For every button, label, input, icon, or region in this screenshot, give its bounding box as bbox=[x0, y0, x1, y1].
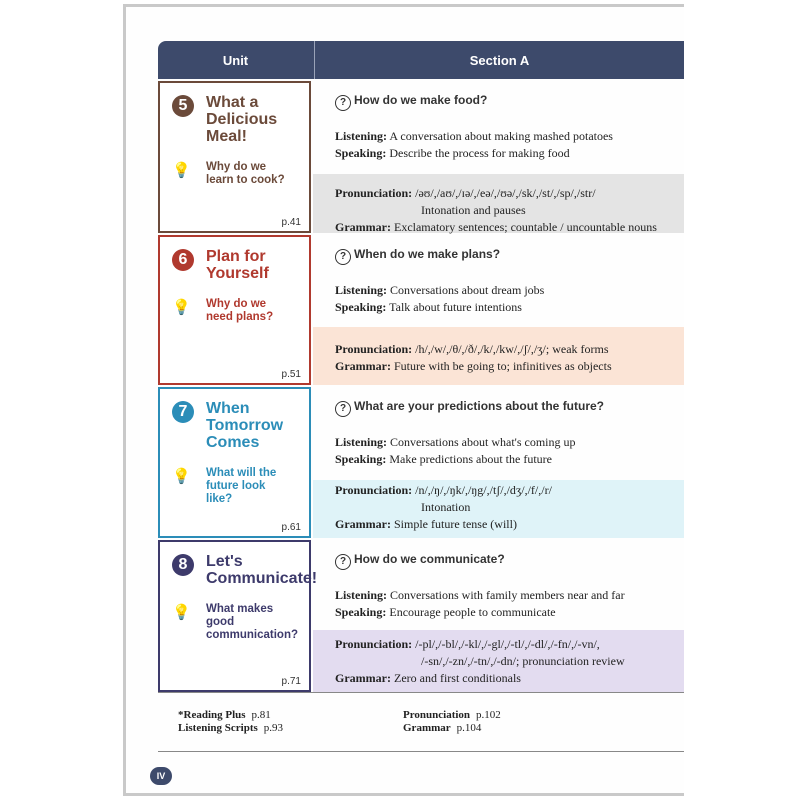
question-icon: ? bbox=[335, 401, 351, 417]
pronunciation-line: Pronunciation: /n/,/ŋ/,/ŋk/,/ŋg/,/tʃ/,/dʒ/,/f/,/r/ bbox=[335, 483, 552, 497]
unit-title-line: Yourself bbox=[206, 265, 269, 282]
unit-title-line: Plan for bbox=[206, 248, 266, 265]
reading-plus-entry: *Reading Plus p.81 bbox=[178, 709, 271, 721]
listening-scripts-entry: Listening Scripts p.93 bbox=[178, 722, 284, 734]
unit-column-header: Unit bbox=[222, 52, 249, 68]
unit-cell bbox=[158, 81, 311, 233]
unit-question bbox=[206, 603, 298, 642]
listening-line: Listening: Conversations about dream jobs bbox=[335, 283, 545, 297]
pronunciation-entry: Pronunciation p.102 bbox=[403, 709, 501, 721]
unit-row-8 bbox=[158, 540, 684, 692]
question-icon: ? bbox=[335, 95, 351, 111]
unit-number-badge: 5 bbox=[172, 95, 194, 117]
unit-title bbox=[206, 248, 269, 282]
lightbulb-question-icon: 💡 bbox=[172, 468, 191, 485]
unit-title-line: Comes bbox=[206, 434, 260, 451]
unit-title-line: Delicious bbox=[206, 111, 278, 128]
section-cell bbox=[313, 235, 684, 385]
pronunciation-line: Pronunciation: /əʊ/,/aʊ/,/ɪə/,/eə/,/ʊə/,/sk/,/st/,/sp/,/str/ bbox=[335, 186, 596, 200]
speaking-line: Speaking: Describe the process for making food bbox=[335, 146, 570, 160]
section-column-header: Section A bbox=[314, 41, 684, 79]
grammar-line: Grammar: Future with be going to; infinitives as objects bbox=[335, 359, 612, 373]
unit-question-line: What makes bbox=[206, 603, 274, 615]
unit-question-line: Why do we bbox=[206, 161, 267, 173]
lightbulb-question-icon: 💡 bbox=[172, 604, 191, 621]
listening-line: Listening: Conversations about what's coming up bbox=[335, 435, 576, 449]
speaking-line: Speaking: Make predictions about the future bbox=[335, 452, 552, 466]
unit-cell bbox=[158, 387, 311, 538]
unit-question-line: What will the bbox=[206, 467, 277, 479]
pronunciation-line: Pronunciation: /h/,/w/,/θ/,/ð/,/k/,/kw/,/ʃ/,/ʒ/; weak forms bbox=[335, 342, 609, 356]
footer-index bbox=[158, 692, 684, 752]
unit-title-line: Communicate! bbox=[206, 570, 318, 587]
unit-question bbox=[206, 467, 276, 506]
unit-question-line: learn to cook? bbox=[206, 174, 285, 186]
unit-page: p.51 bbox=[281, 369, 301, 380]
unit-title-line: When bbox=[206, 400, 250, 417]
unit-title-line: Tomorrow bbox=[206, 417, 284, 434]
section-question: ? When do we make plans? bbox=[335, 247, 500, 265]
grammar-entry: Grammar p.104 bbox=[403, 722, 482, 734]
unit-page: p.41 bbox=[281, 217, 301, 228]
unit-cell bbox=[158, 540, 318, 692]
unit-title-line: Meal! bbox=[206, 128, 247, 145]
lightbulb-question-icon: 💡 bbox=[172, 299, 191, 316]
unit-page: p.71 bbox=[281, 676, 301, 687]
unit-number-badge: 7 bbox=[172, 401, 194, 423]
unit-title bbox=[206, 553, 317, 587]
unit-row-5 bbox=[158, 81, 684, 233]
pronunciation-line-2: Intonation bbox=[421, 500, 471, 514]
section-question: ? What are your predictions about the future? bbox=[335, 399, 604, 417]
unit-row-6 bbox=[158, 235, 684, 385]
unit-question bbox=[206, 298, 273, 324]
lightbulb-question-icon: 💡 bbox=[172, 162, 191, 179]
unit-title bbox=[206, 400, 283, 451]
unit-row-7 bbox=[158, 387, 684, 538]
unit-question-line: like? bbox=[206, 493, 233, 505]
unit-number-badge: 6 bbox=[172, 249, 194, 271]
grammar-line: Grammar: Zero and first conditionals bbox=[335, 671, 521, 685]
section-question: ? How do we communicate? bbox=[335, 552, 505, 570]
unit-number-badge: 8 bbox=[172, 554, 194, 576]
pronunciation-line: Pronunciation: /-pl/,/-bl/,/-kl/,/-gl/,/-tl/,/-dl/,/-fn/,/-vn/, bbox=[335, 637, 600, 651]
unit-question-line: good bbox=[206, 616, 235, 628]
unit-title-line: What a bbox=[206, 94, 259, 111]
listening-line: Listening: A conversation about making mashed potatoes bbox=[335, 129, 613, 143]
section-question: ? How do we make food? bbox=[335, 93, 487, 111]
grammar-line: Grammar: Exclamatory sentences; countable / uncountable nouns bbox=[335, 220, 657, 234]
unit-page: p.61 bbox=[281, 522, 301, 533]
question-icon: ? bbox=[335, 249, 351, 265]
unit-title-line: Let's bbox=[206, 553, 243, 570]
unit-cell bbox=[158, 235, 311, 385]
section-cell bbox=[313, 81, 684, 233]
unit-question-line: future look bbox=[206, 480, 266, 492]
question-icon: ? bbox=[335, 554, 351, 570]
unit-question-line: need plans? bbox=[206, 311, 274, 323]
pronunciation-line-2: /-sn/,/-zn/,/-tn/,/-dn/; pronunciation review bbox=[421, 654, 625, 668]
unit-question-line: communication? bbox=[206, 629, 299, 641]
section-cell bbox=[313, 387, 684, 538]
page-number: IV bbox=[150, 767, 172, 785]
speaking-line: Speaking: Encourage people to communicate bbox=[335, 605, 556, 619]
speaking-line: Speaking: Talk about future intentions bbox=[335, 300, 522, 314]
unit-title bbox=[206, 94, 277, 145]
pronunciation-line-2: Intonation and pauses bbox=[421, 203, 526, 217]
unit-question bbox=[206, 161, 285, 187]
table-header bbox=[158, 41, 684, 79]
unit-question-line: Why do we bbox=[206, 298, 267, 310]
section-cell bbox=[313, 540, 684, 692]
listening-line: Listening: Conversations with family members near and far bbox=[335, 588, 625, 602]
grammar-line: Grammar: Simple future tense (will) bbox=[335, 517, 517, 531]
